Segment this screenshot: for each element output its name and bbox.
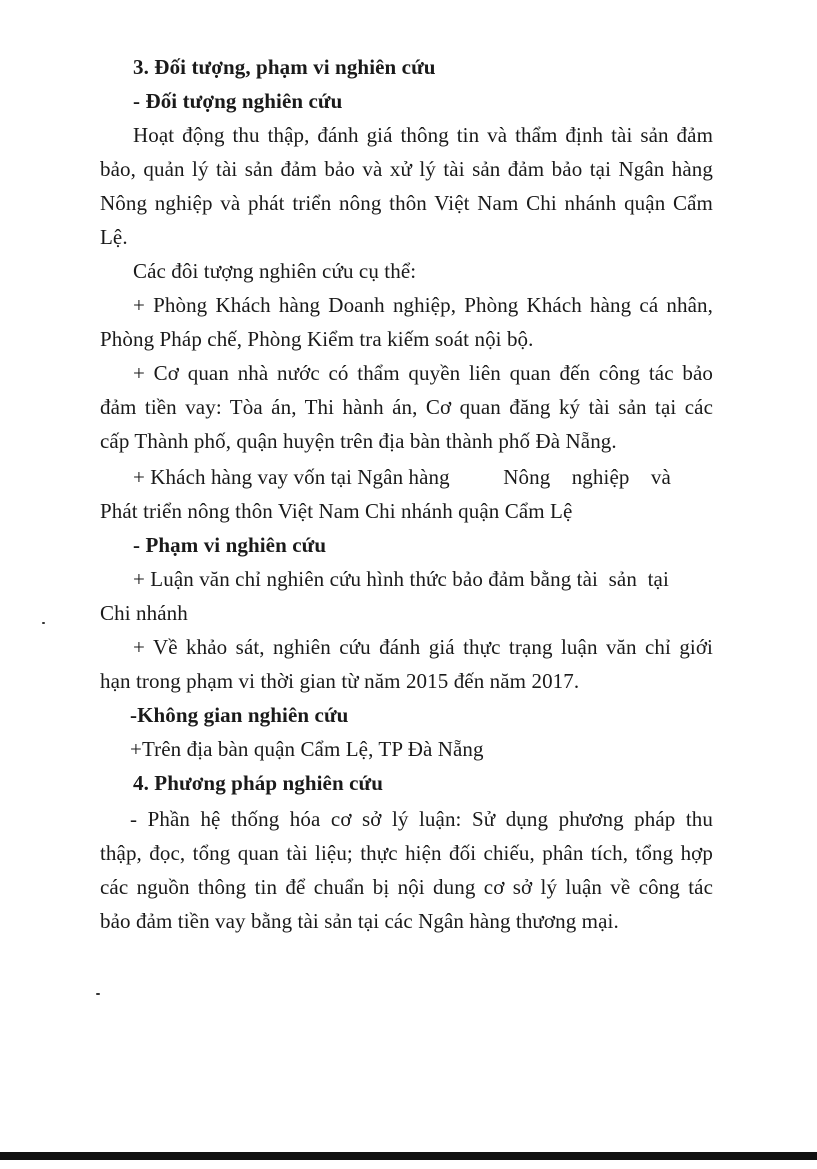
paragraph-line: + Về khảo sát, nghiên cứu đánh giá thực trạng luận văn chỉ giới xyxy=(133,635,713,659)
paragraph-line: bảo đảm tiền vay bằng tài sản tại các Ngân hàng thương mại. xyxy=(100,909,619,933)
section-heading-3: 3. Đối tượng, phạm vi nghiên cứu xyxy=(133,55,436,79)
paragraph-line: hạn trong phạm vi thời gian từ năm 2015 đến năm 2017. xyxy=(100,669,580,693)
paragraph-line: Chi nhánh xyxy=(100,601,188,625)
scan-edge-rule xyxy=(0,1152,817,1160)
paragraph-line: Nông nghiệp và phát triển nông thôn Việt Nam Chi nhánh quận Cẩm xyxy=(100,191,713,215)
paragraph-line: + Khách hàng vay vốn tại Ngân hàng Nông nghiệp và xyxy=(133,465,671,489)
paragraph-line: Phát triển nông thôn Việt Nam Chi nhánh quận Cẩm Lệ xyxy=(100,499,573,523)
scan-speck xyxy=(42,622,45,624)
section-heading-4: 4. Phương pháp nghiên cứu xyxy=(133,771,383,795)
paragraph-line: bảo, quản lý tài sản đảm bảo và xử lý tài sản đảm bảo tại Ngân hàng xyxy=(100,157,713,181)
paragraph-line: Các đôi tượng nghiên cứu cụ thể: xyxy=(133,259,417,283)
paragraph-line: + Phòng Khách hàng Doanh nghiệp, Phòng Khách hàng cá nhân, xyxy=(133,293,713,317)
paragraph-line: Hoạt động thu thập, đánh giá thông tin và thẩm định tài sản đảm xyxy=(133,123,713,147)
subheading-research-space: -Không gian nghiên cứu xyxy=(130,703,349,727)
paragraph-line: + Cơ quan nhà nước có thẩm quyền liên quan đến công tác bảo xyxy=(133,361,713,385)
paragraph-line: đảm tiền vay: Tòa án, Thi hành án, Cơ quan đăng ký tài sản tại các xyxy=(100,395,713,419)
paragraph-line: - Phần hệ thống hóa cơ sở lý luận: Sử dụng phương pháp thu xyxy=(130,807,713,831)
paragraph-line: các nguồn thông tin để chuẩn bị nội dung cơ sở lý luận về công tác xyxy=(100,875,713,899)
paragraph-line: + Luận văn chỉ nghiên cứu hình thức bảo đảm bằng tài sản tại xyxy=(133,567,669,591)
scan-speck xyxy=(96,993,100,995)
paragraph-line: +Trên địa bàn quận Cẩm Lệ, TP Đà Nẵng xyxy=(130,737,484,761)
paragraph-line: Phòng Pháp chế, Phòng Kiểm tra kiếm soát nội bộ. xyxy=(100,327,534,351)
paragraph-line: cấp Thành phố, quận huyện trên địa bàn thành phố Đà Nẵng. xyxy=(100,429,617,453)
subheading-research-scope: - Phạm vi nghiên cứu xyxy=(133,533,327,557)
paragraph-line: Lệ. xyxy=(100,225,128,249)
subheading-research-object: - Đối tượng nghiên cứu xyxy=(133,89,343,113)
paragraph-line: thập, đọc, tổng quan tài liệu; thực hiện đối chiếu, phân tích, tổng hợp xyxy=(100,841,713,865)
